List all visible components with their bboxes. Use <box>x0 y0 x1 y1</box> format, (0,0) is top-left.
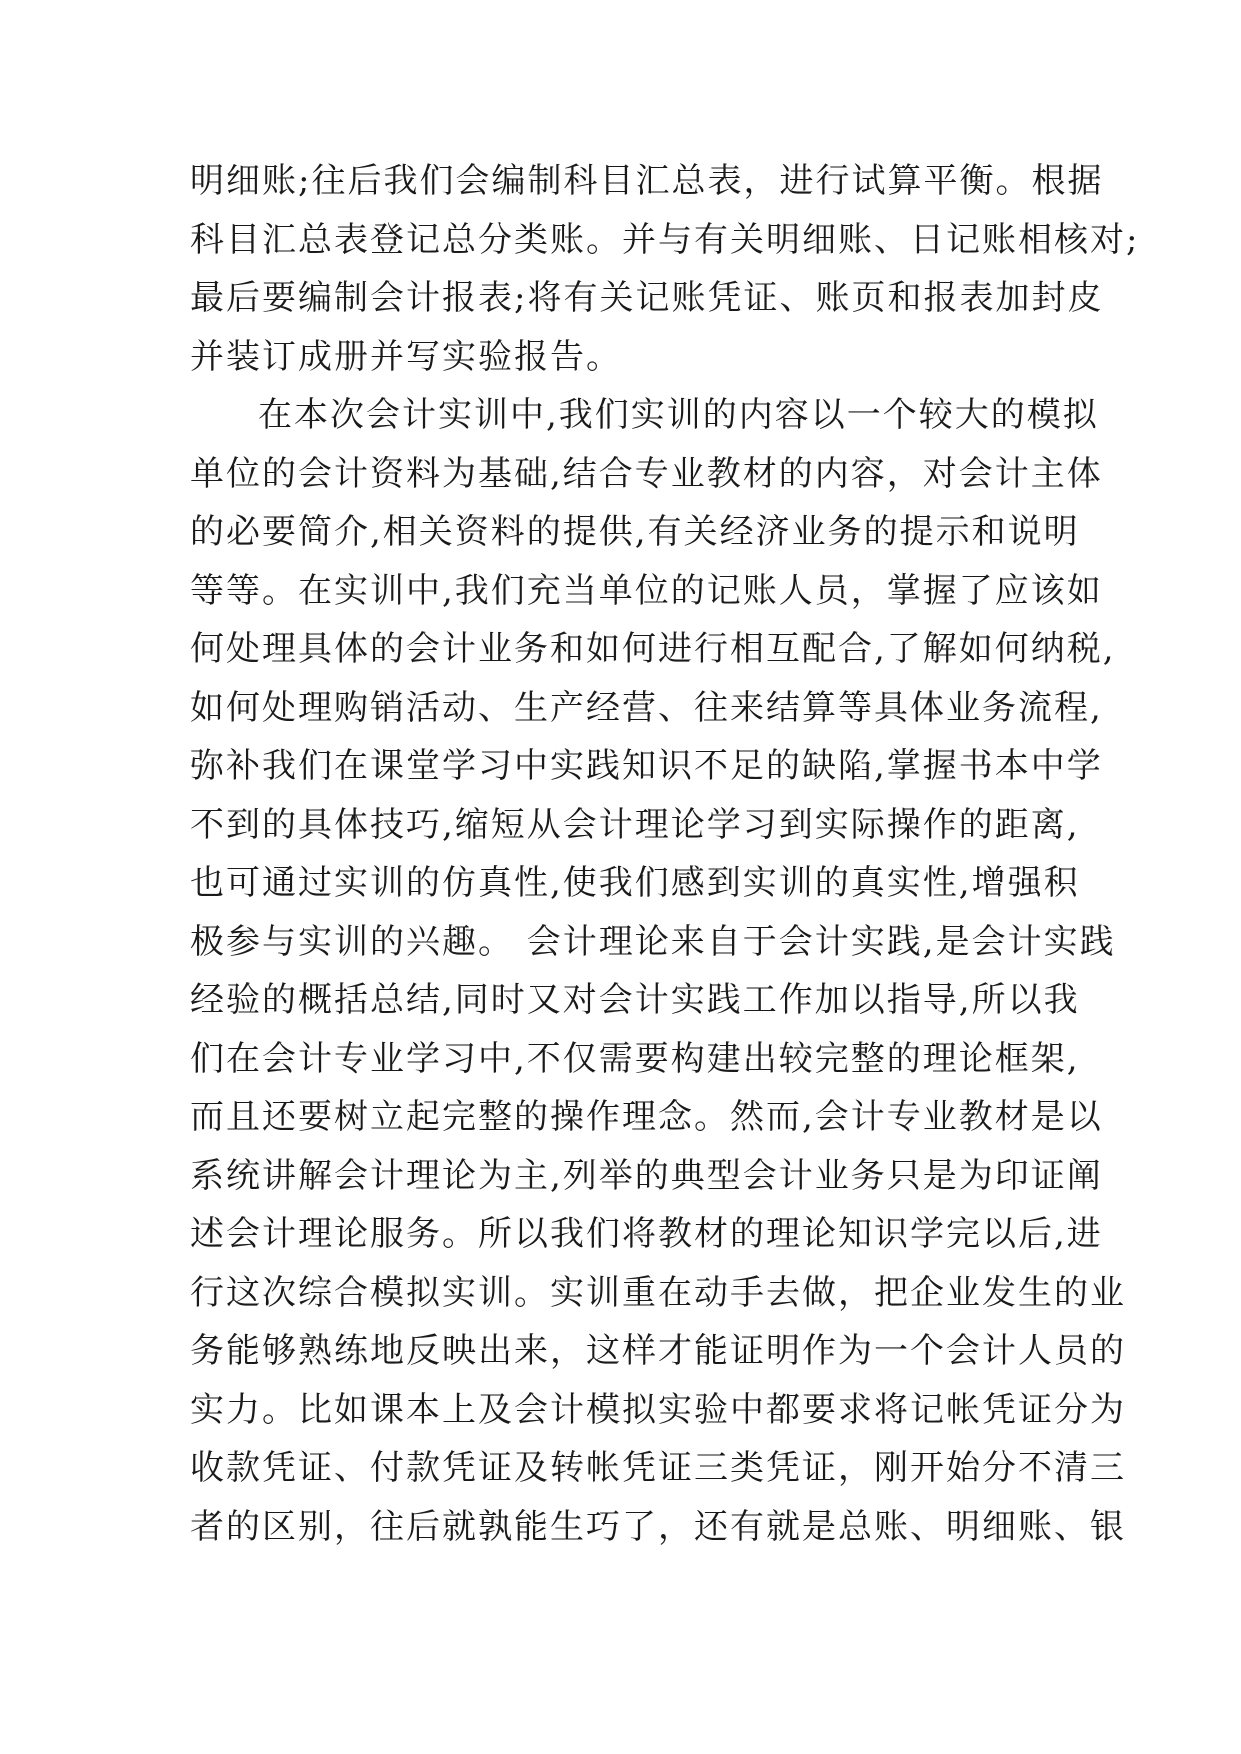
text-line: 收款凭证、付款凭证及转帐凭证三类凭证，刚开始分不清三 <box>190 1448 1126 1488</box>
text-line: 也可通过实训的仿真性,使我们感到实训的真实性,增强积 <box>190 863 1080 903</box>
text-line: 经验的概括总结,同时又对会计实践工作加以指导,所以我 <box>190 980 1080 1020</box>
text-line: 们在会计专业学习中,不仅需要构建出较完整的理论框架, <box>190 1038 1080 1079</box>
text-line: 实力。比如课本上及会计模拟实验中都要求将记帐凭证分为 <box>190 1389 1126 1430</box>
text-line: 何处理具体的会计业务和如何进行相互配合,了解如何纳税, <box>190 629 1116 669</box>
text-line: 不到的具体技巧,缩短从会计理论学习到实际操作的距离, <box>190 804 1080 845</box>
text-line: 等等。在实训中,我们充当单位的记账人员，掌握了应该如 <box>190 570 1103 611</box>
text-line: 最后要编制会计报表;将有关记账凭证、账页和报表加封皮 <box>190 278 1104 318</box>
document-body <box>190 152 1140 1556</box>
text-line: 的必要简介,相关资料的提供,有关经济业务的提示和说明 <box>190 512 1080 552</box>
text-line: 务能够熟练地反映出来，这样才能证明作为一个会计人员的 <box>190 1331 1126 1371</box>
text-line: 而且还要树立起完整的操作理念。然而,会计专业教材是以 <box>190 1097 1103 1137</box>
text-line: 如何处理购销活动、生产经营、往来结算等具体业务流程, <box>190 687 1103 728</box>
text-line: 系统讲解会计理论为主,列举的典型会计业务只是为印证阐 <box>190 1155 1103 1196</box>
text-line: 者的区别，往后就孰能生巧了，还有就是总账、明细账、银 <box>190 1506 1126 1547</box>
text-line: 明细账;往后我们会编制科目汇总表，进行试算平衡。根据 <box>190 161 1104 201</box>
text-line: 在本次会计实训中,我们实训的内容以一个较大的模拟 <box>258 395 1099 435</box>
text-line: 极参与实训的兴趣。 会计理论来自于会计实践,是会计实践 <box>190 921 1116 962</box>
text-line: 述会计理论服务。所以我们将教材的理论知识学完以后,进 <box>190 1214 1103 1254</box>
text-line: 并装订成册并写实验报告。 <box>190 336 622 377</box>
text-line: 行这次综合模拟实训。实训重在动手去做，把企业发生的业 <box>190 1272 1126 1313</box>
text-line: 弥补我们在课堂学习中实践知识不足的缺陷,掌握书本中学 <box>190 746 1103 786</box>
paragraph-2 <box>190 386 1126 1556</box>
text-line: 科目汇总表登记总分类账。并与有关明细账、日记账相核对; <box>190 219 1140 260</box>
text-line: 单位的会计资料为基础,结合专业教材的内容，对会计主体 <box>190 453 1103 494</box>
paragraph-1 <box>190 152 1140 386</box>
